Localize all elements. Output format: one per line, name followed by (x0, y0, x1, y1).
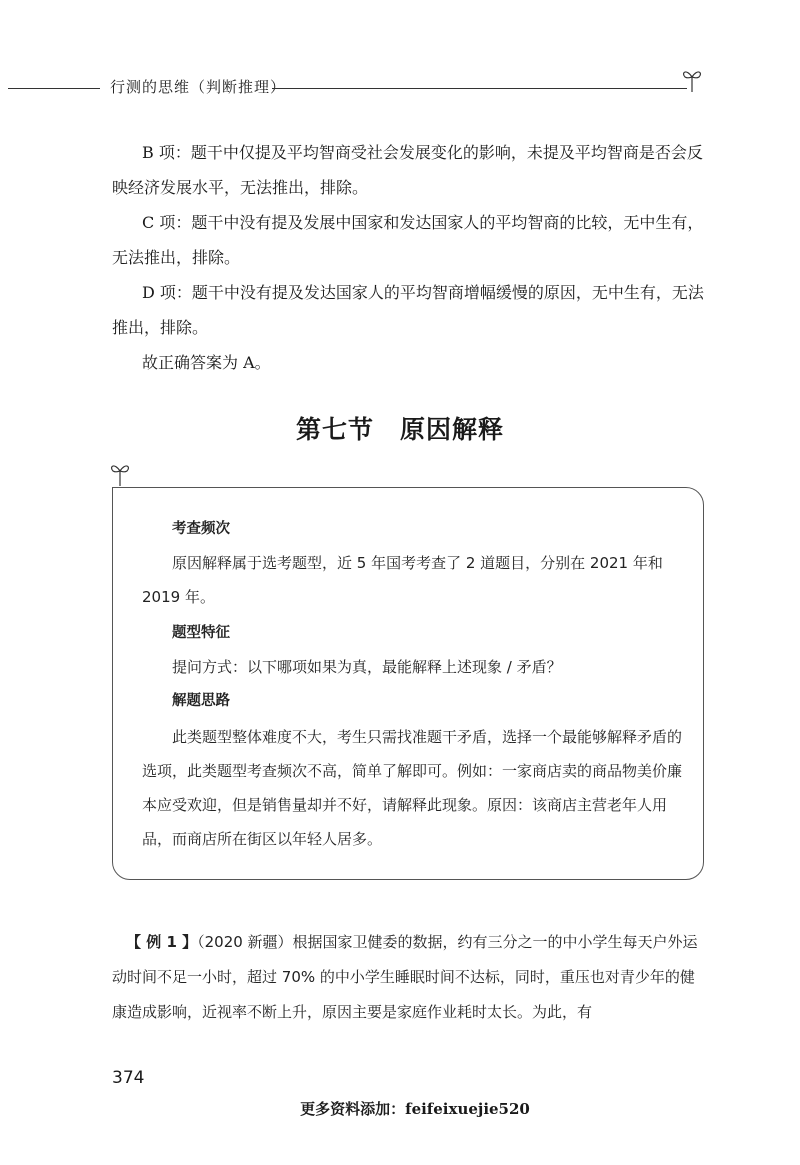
freq-heading: 考查频次 (172, 521, 230, 537)
header-title: 行测的思维（判断推理） (110, 78, 287, 96)
freq-text: 原因解释属于选考题型，近 5 年国考考查了 2 道题目，分别在 2021 年和 2019 年。 (142, 554, 663, 606)
page-number: 374 (112, 1068, 145, 1088)
example-question (112, 925, 708, 1030)
answer-conclusion: 故正确答案为 A。 (142, 353, 271, 372)
footer-note: 更多资料添加：feifeixuejie520 (300, 1100, 530, 1118)
option-d-analysis: D 项：题干中没有提及发达国家人的平均智商增幅缓慢的原因，无中生有，无法推出，排除。 (112, 283, 704, 337)
feature-heading: 题型特征 (172, 625, 230, 641)
header-rule-left (8, 88, 100, 89)
feature-text: 提问方式：以下哪项如果为真，最能解释上述现象 / 矛盾？ (172, 658, 562, 676)
example-text: （2020 新疆）根据国家卫健委的数据，约有三分之一的中小学生每天户外运动时间不足一小时，超过 70% 的中小学生睡眠时间不达标，同时，重压也对青少年的健康造成影响，近视率不断上升，原因主要是家庭作业耗时太长。为此，有 (112, 933, 698, 1021)
approach-heading: 解题思路 (172, 693, 230, 709)
option-b-analysis: B 项：题干中仅提及平均智商受社会发展变化的影响，未提及平均智商是否会反映经济发展水平，无法推出，排除。 (112, 143, 703, 197)
running-header (0, 64, 800, 104)
header-rule-right (272, 88, 687, 89)
approach-text: 此类题型整体难度不大，考生只需找准题干矛盾，选择一个最能够解释矛盾的选项，此类题型考查频次不高，简单了解即可。例如：一家商店卖的商品物美价廉本应受欢迎，但是销售量却并不好，请解释此现象。原因：该商店主营老年人用品，而商店所在街区以年轻人居多。 (142, 728, 683, 848)
option-c-analysis: C 项：题干中没有提及发展中国家和发达国家人的平均智商的比较，无中生有，无法推出，排除。 (112, 213, 704, 267)
sprout-icon (680, 64, 704, 94)
section-title: 第七节 原因解释 (295, 415, 504, 444)
example-tag: 【 例 1 】 (126, 933, 198, 951)
sprout-icon (108, 458, 132, 488)
